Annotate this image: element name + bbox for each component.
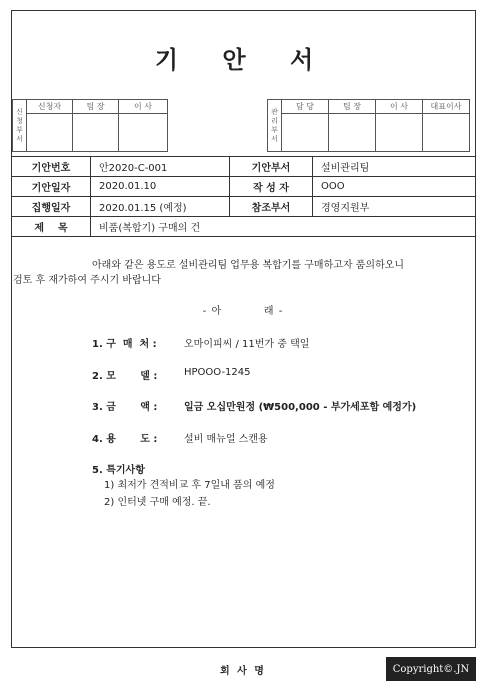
date-value: 2020.01.10 <box>91 177 230 197</box>
special-note-item: 1) 최저가 견적비교 후 7일내 품의 예정 <box>104 480 275 491</box>
doc-no-value: 안2020-C-001 <box>91 157 230 177</box>
approval-box-management-dept <box>267 99 470 152</box>
item-label-amount: 3. 금 액 : <box>92 402 158 413</box>
approval-header: 팀 장 <box>329 100 376 114</box>
dept-value: 설비관리팀 <box>313 157 476 177</box>
item-value-purpose: 설비 매뉴얼 스캔용 <box>184 434 268 445</box>
signature-cell[interactable] <box>119 114 168 152</box>
intro-line-1: 아래와 같은 용도로 설비관리팀 업무용 복합기를 구매하고자 품의하오니 <box>92 260 405 271</box>
subject-label: 제 목 <box>12 217 91 237</box>
copyright-badge: Copyright©.JN <box>386 657 476 681</box>
document-info-table <box>11 156 476 237</box>
special-notes-label: 5. 특기사항 <box>92 465 145 476</box>
author-label: 작 성 자 <box>230 177 313 197</box>
item-label-vendor: 1. 구 매 처 : <box>92 339 157 350</box>
signature-cell[interactable] <box>73 114 119 152</box>
company-name: 회 사 명 <box>220 666 266 677</box>
signature-cell[interactable] <box>423 114 470 152</box>
approval-header: 담 당 <box>282 100 329 114</box>
approval-header: 신청자 <box>27 100 73 114</box>
subject-value: 비품(복합기) 구매의 건 <box>91 217 476 237</box>
item-value-model: HPOOO-1245 <box>184 367 251 378</box>
item-label-purpose: 4. 용 도 : <box>92 434 158 445</box>
item-value-vendor: 오마이피씨 / 11번가 중 택일 <box>184 339 310 350</box>
exec-date-label: 집행일자 <box>12 197 91 217</box>
date-label: 기안일자 <box>12 177 91 197</box>
approval-header: 이 사 <box>376 100 423 114</box>
signature-cell[interactable] <box>376 114 423 152</box>
special-note-item: 2) 인터넷 구매 예정. 끝. <box>104 497 211 508</box>
exec-date-value: 2020.01.15 (예정) <box>91 197 230 217</box>
ref-dept-label: 참조부서 <box>230 197 313 217</box>
item-label-model: 2. 모 델 : <box>92 371 158 382</box>
signature-cell[interactable] <box>329 114 376 152</box>
approval-side-label: 신 청 부 서 <box>13 100 27 152</box>
item-value-amount: 일금 오십만원정 (₩500,000 - 부가세포함 예정가) <box>184 402 417 413</box>
doc-no-label: 기안번호 <box>12 157 91 177</box>
approval-header: 이 사 <box>119 100 168 114</box>
approval-header: 대표이사 <box>423 100 470 114</box>
signature-cell[interactable] <box>282 114 329 152</box>
approval-header: 팀 장 <box>73 100 119 114</box>
ref-dept-value: 경영지원부 <box>313 197 476 217</box>
approval-box-requesting-dept <box>12 99 168 152</box>
intro-line-2: 검토 후 재가하여 주시기 바랍니다 <box>13 275 161 286</box>
author-value: OOO <box>313 177 476 197</box>
dept-label: 기안부서 <box>230 157 313 177</box>
signature-cell[interactable] <box>27 114 73 152</box>
center-mark: - 아 래 - <box>202 306 284 317</box>
document-title: 기 안 서 <box>154 46 332 74</box>
approval-side-label: 관 리 부 서 <box>268 100 282 152</box>
